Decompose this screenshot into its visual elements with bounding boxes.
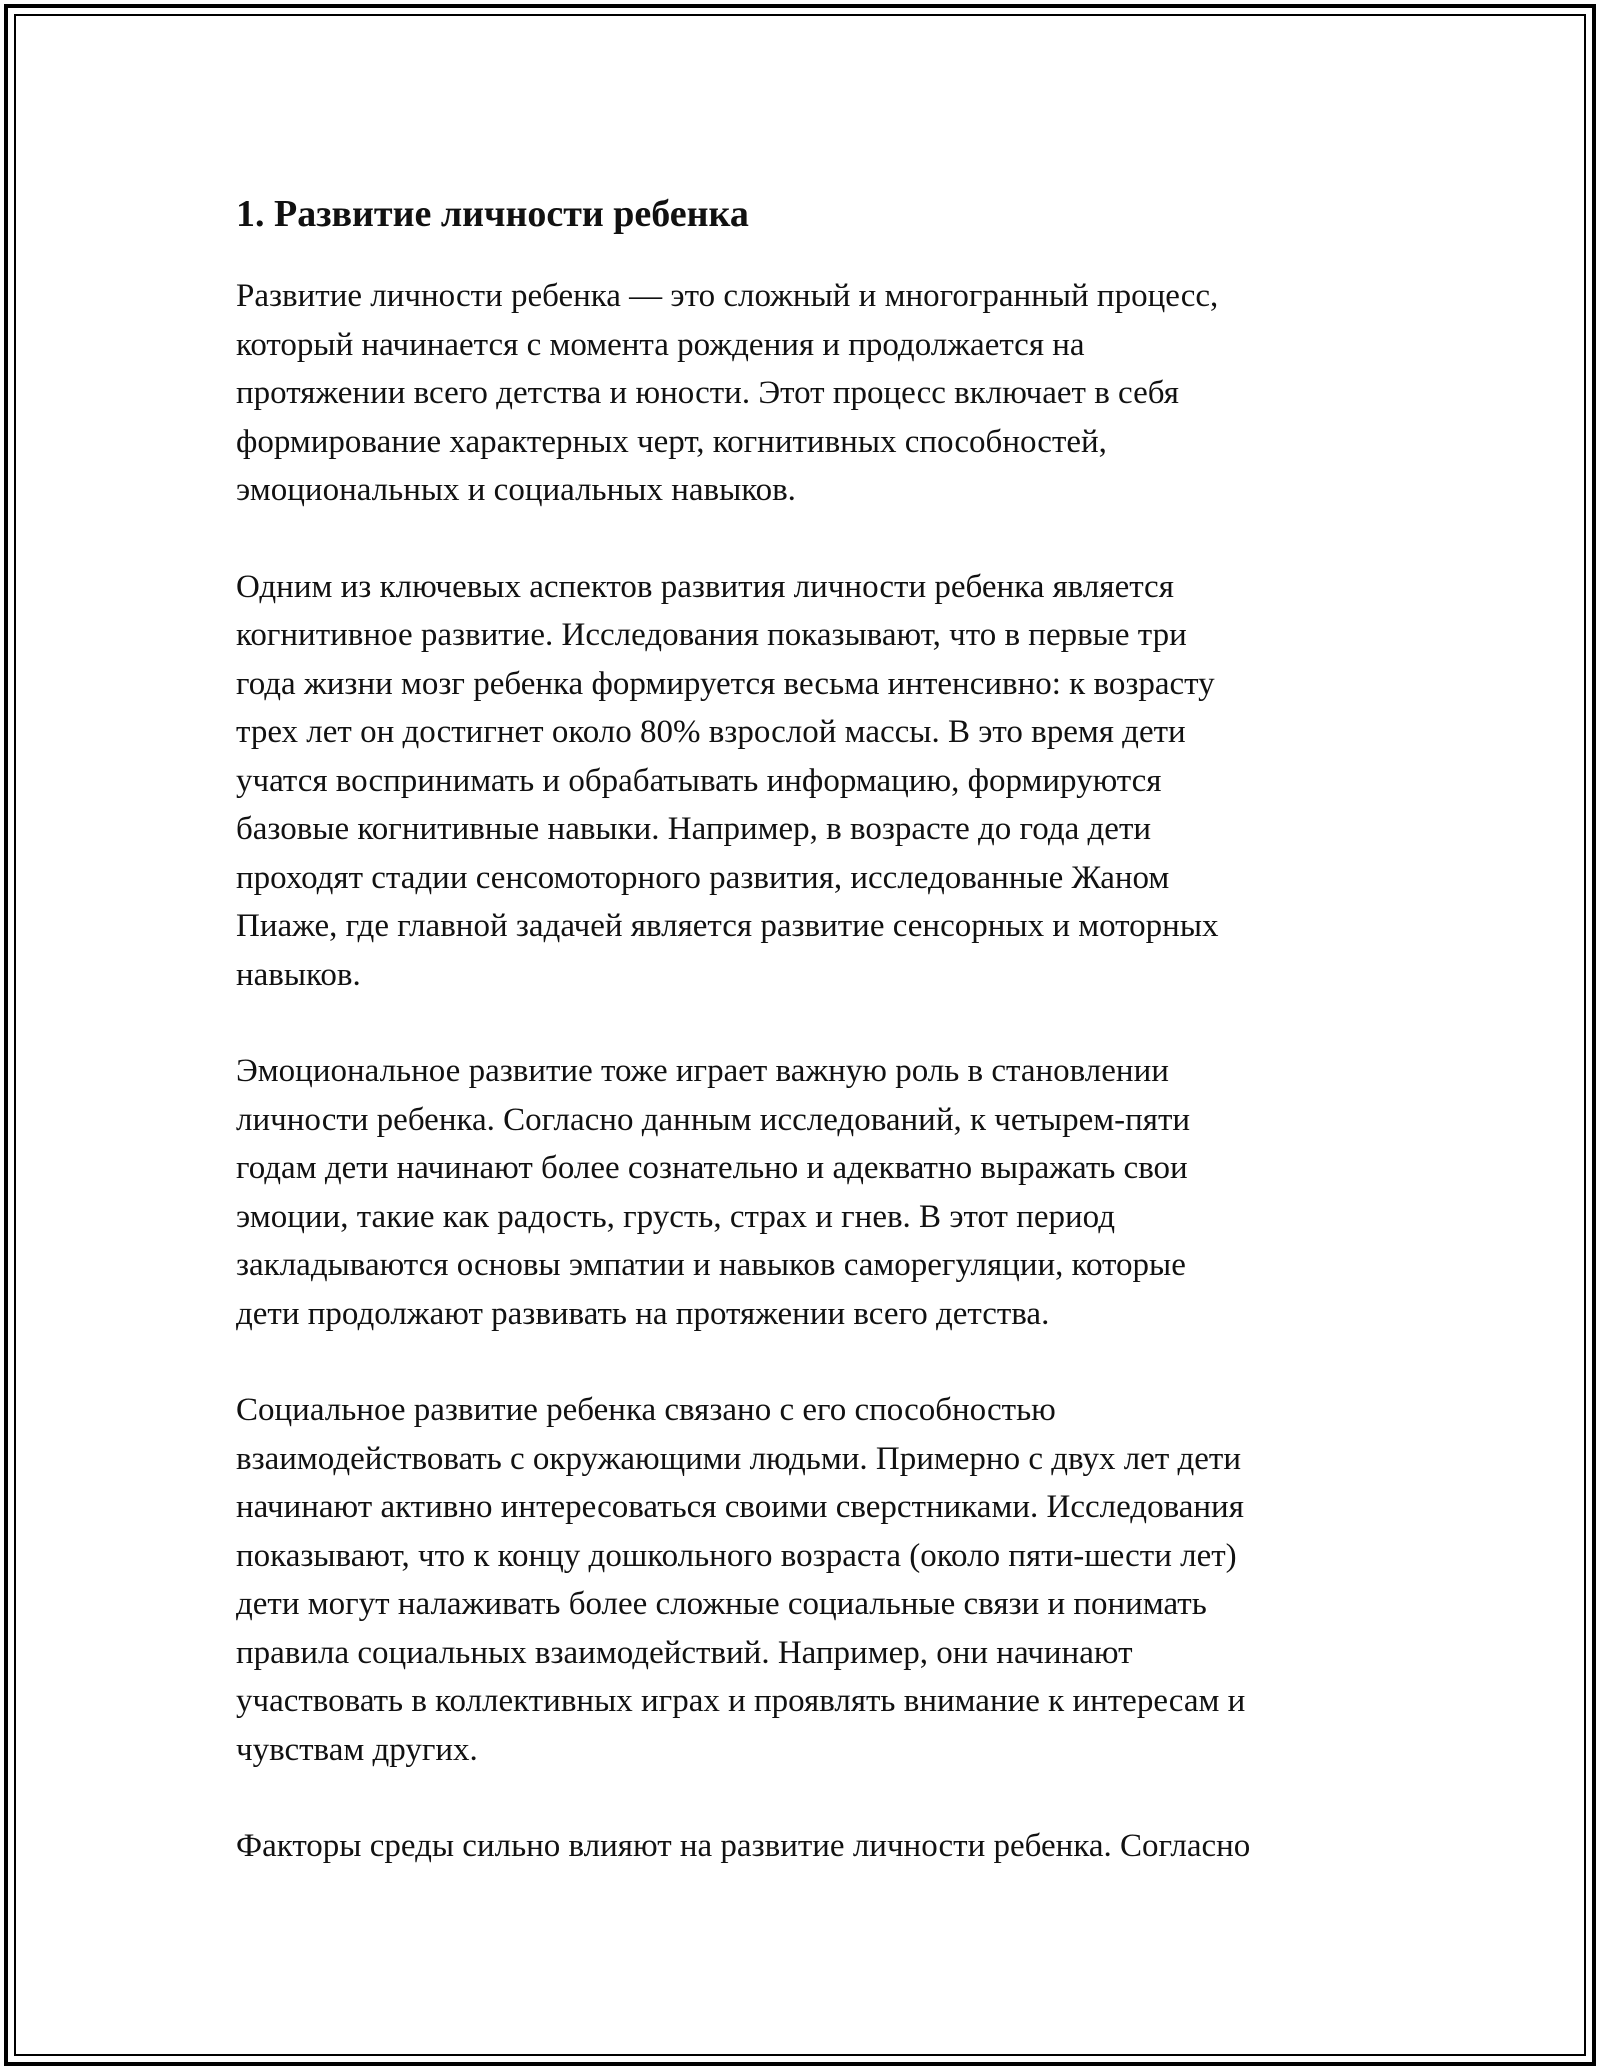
text-line: годам дети начинают более сознательно и адекватно выражать свои xyxy=(236,1150,1188,1186)
text-line: который начинается с момента рождения и продолжается на xyxy=(236,326,1085,363)
text-line: Развитие личности ребенка — это сложный и многогранный процесс, xyxy=(236,278,1219,314)
text-line: дети продолжают развивать на протяжении всего детства. xyxy=(236,1295,1050,1332)
text-line: когнитивное развитие. Исследования показывают, что в первые три xyxy=(236,617,1187,653)
section-heading: 1. Развитие личности ребенка xyxy=(236,193,749,235)
text-line: навыков. xyxy=(236,956,361,993)
paragraph-cognitive xyxy=(236,563,1396,1000)
text-line: учатся воспринимать и обрабатывать информацию, формируются xyxy=(236,762,1162,799)
text-line: участвовать в коллективных играх и проявлять внимание к интересам и xyxy=(236,1683,1246,1719)
text-line: чувствам других. xyxy=(236,1731,478,1768)
text-line: личности ребенка. Согласно данным исследований, к четырем-пяти xyxy=(236,1101,1191,1138)
document-body xyxy=(236,186,1396,1919)
paragraph-emotional xyxy=(236,1047,1396,1338)
text-line: Одним из ключевых аспектов развития личности ребенка является xyxy=(236,568,1174,605)
paragraph-social xyxy=(236,1386,1396,1774)
text-line: Факторы среды сильно влияют на развитие личности ребенка. Согласно xyxy=(236,1828,1251,1864)
paragraph-intro xyxy=(236,272,1396,515)
text-line: закладываются основы эмпатии и навыков саморегуляции, которые xyxy=(236,1247,1186,1283)
text-line: проходят стадии сенсомоторного развития, исследованные Жаном xyxy=(236,859,1170,896)
text-line: дети могут налаживать более сложные социальные связи и понимать xyxy=(236,1586,1207,1622)
text-line: показывают, что к концу дошкольного возраста (около пяти-шести лет) xyxy=(236,1537,1237,1574)
text-line: эмоции, такие как радость, грусть, страх и гнев. В этот период xyxy=(236,1198,1116,1235)
paragraph-environment xyxy=(236,1822,1396,1871)
text-line: правила социальных взаимодействий. Например, они начинают xyxy=(236,1634,1133,1671)
text-line: Социальное развитие ребенка связано с его способностью xyxy=(236,1392,1056,1428)
text-line: трех лет он достигнет около 80% взрослой массы. В это время дети xyxy=(236,714,1186,750)
text-line: взаимодействовать с окружающими людьми. Примерно с двух лет дети xyxy=(236,1440,1242,1477)
text-line: начинают активно интересоваться своими сверстниками. Исследования xyxy=(236,1489,1244,1525)
text-line: формирование характерных черт, когнитивных способностей, xyxy=(236,423,1107,460)
text-line: Эмоциональное развитие тоже играет важную роль в становлении xyxy=(236,1053,1169,1089)
text-line: года жизни мозг ребенка формируется весьма интенсивно: к возрасту xyxy=(236,665,1215,702)
text-line: эмоциональных и социальных навыков. xyxy=(236,472,796,508)
text-line: Пиаже, где главной задачей является развитие сенсорных и моторных xyxy=(236,908,1219,944)
text-line: протяжении всего детства и юности. Этот процесс включает в себя xyxy=(236,375,1179,411)
text-line: базовые когнитивные навыки. Например, в возрасте до года дети xyxy=(236,811,1152,847)
